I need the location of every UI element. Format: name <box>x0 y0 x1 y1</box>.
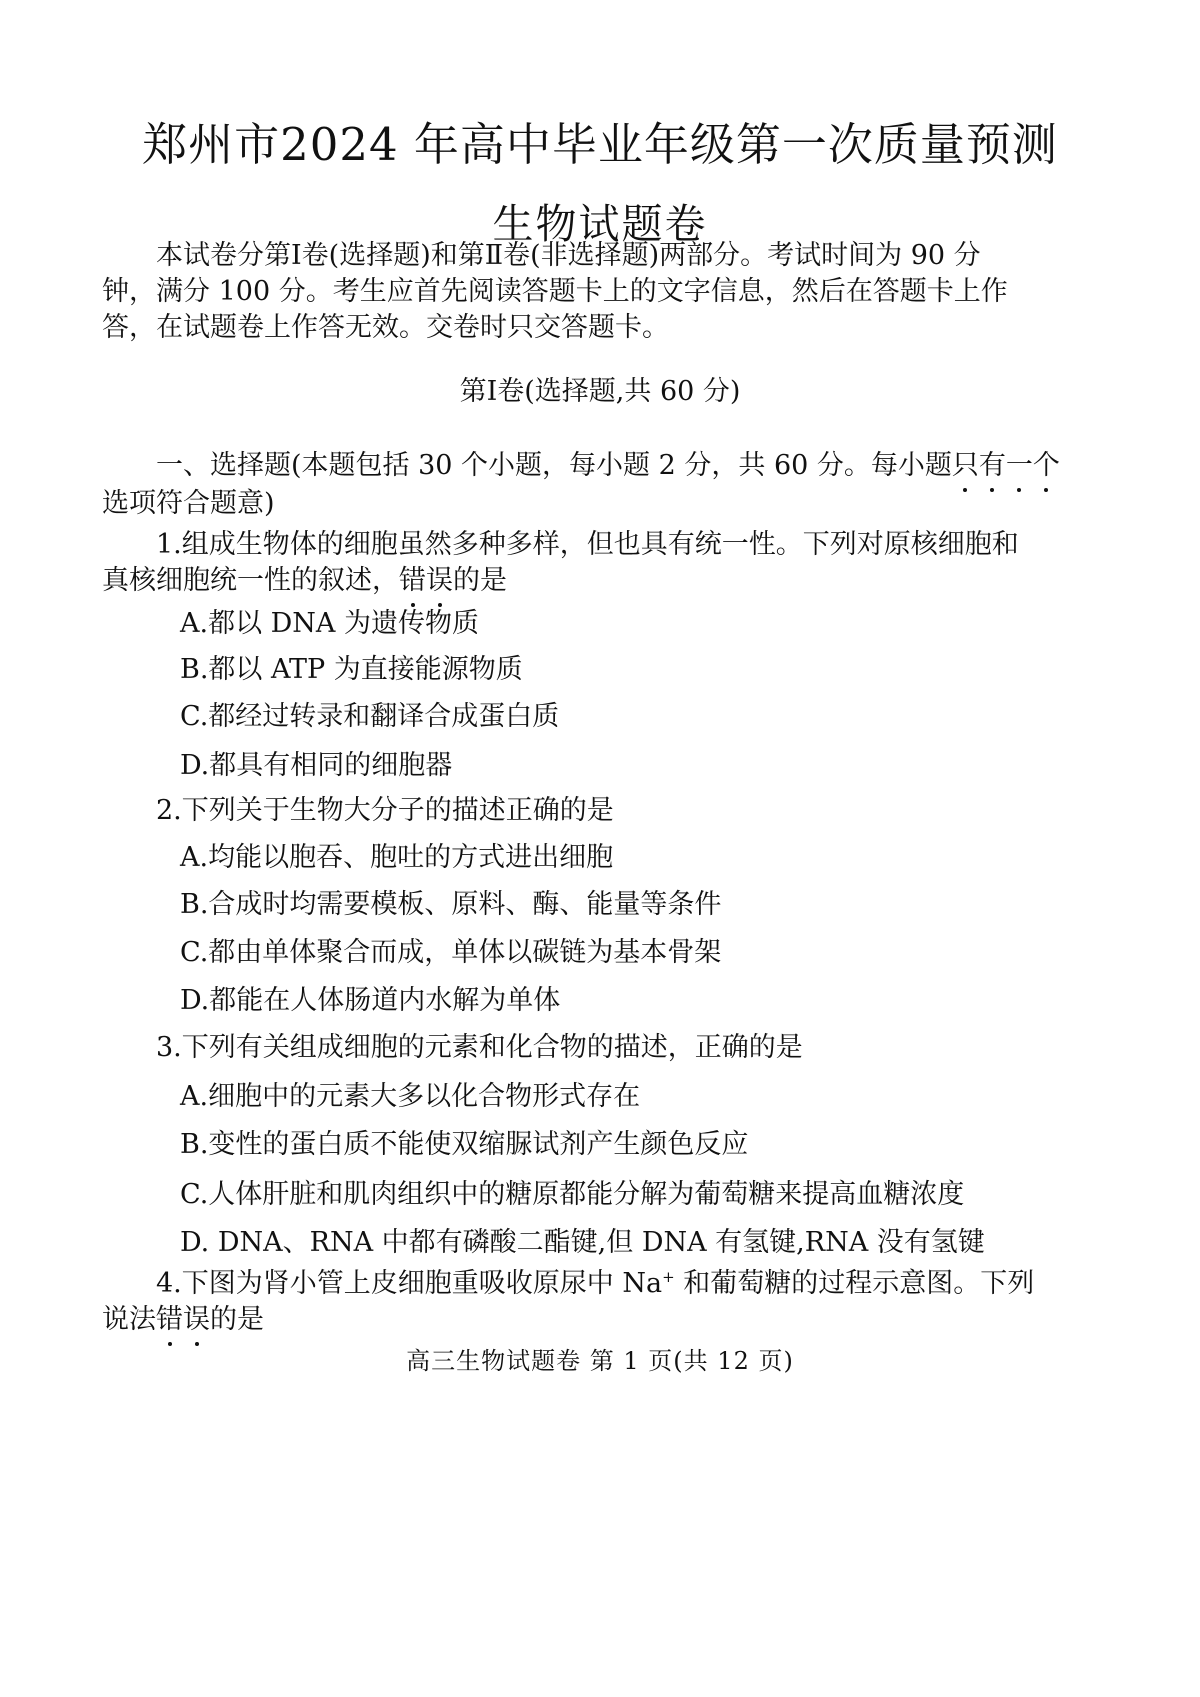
instructions-line-2: 钟，满分 100 分。考生应首先阅读答题卡上的文字信息，然后在答题卡上作 <box>102 276 1008 307</box>
question-3-option-b: B.变性的蛋白质不能使双缩脲试剂产生颜色反应 <box>180 1129 749 1160</box>
question-2-option-d: D.都能在人体肠道内水解为单体 <box>180 985 561 1016</box>
question-2-option-b: B.合成时均需要模板、原料、酶、能量等条件 <box>180 889 722 920</box>
section-intro-line-2: 选项符合题意) <box>102 488 275 519</box>
exam-subtitle: 生物试题卷 <box>492 200 708 248</box>
question-2-option-c: C.都由单体聚合而成，单体以碳链为基本骨架 <box>180 937 722 968</box>
page-footer: 高三生物试题卷 第 1 页(共 12 页) <box>406 1347 794 1375</box>
question-1-option-d: D.都具有相同的细胞器 <box>180 750 453 781</box>
question-4-stem-line-2: 说法错误的是 <box>102 1300 264 1340</box>
question-2-option-a: A.均能以胞吞、胞吐的方式进出细胞 <box>180 842 614 873</box>
question-3-stem: 3.下列有关组成细胞的元素和化合物的描述，正确的是 <box>156 1032 803 1063</box>
question-3-option-d: D. DNA、RNA 中都有磷酸二酯键,但 DNA 有氢键,RNA 没有氢键 <box>180 1227 985 1258</box>
question-3-option-a: A.细胞中的元素大多以化合物形式存在 <box>180 1081 641 1112</box>
section-intro-line-1: 一、选择题(本题包括 30 个小题，每小题 2 分，共 60 分。每小题只有一个 <box>156 446 1060 486</box>
instructions-line-1: 本试卷分第Ⅰ卷(选择题)和第Ⅱ卷(非选择题)两部分。考试时间为 90 分 <box>156 240 981 271</box>
question-2-stem: 2.下列关于生物大分子的描述正确的是 <box>156 795 614 826</box>
question-4-stem-line-1: 4.下图为肾小管上皮细胞重吸收原尿中 Na+ 和葡萄糖的过程示意图。下列 <box>156 1268 1035 1299</box>
instructions-line-3: 答，在试题卷上作答无效。交卷时只交答题卡。 <box>102 312 669 343</box>
question-1-option-a: A.都以 DNA 为遗传物质 <box>180 608 480 639</box>
question-1-stem-line-1: 1.组成生物体的细胞虽然多种多样，但也具有统一性。下列对原核细胞和 <box>156 529 1019 560</box>
question-1-option-b: B.都以 ATP 为直接能源物质 <box>180 654 523 685</box>
question-1-stem-line-2: 真核细胞统一性的叙述，错误的是 <box>102 561 507 601</box>
exam-title: 郑州市2024 年高中毕业年级第一次质量预测 <box>142 118 1058 171</box>
question-1-option-c: C.都经过转录和翻译合成蛋白质 <box>180 701 560 732</box>
question-3-option-c: C.人体肝脏和肌肉组织中的糖原都能分解为葡萄糖来提高血糖浓度 <box>180 1179 965 1210</box>
section-heading: 第Ⅰ卷(选择题,共 60 分) <box>459 376 741 407</box>
